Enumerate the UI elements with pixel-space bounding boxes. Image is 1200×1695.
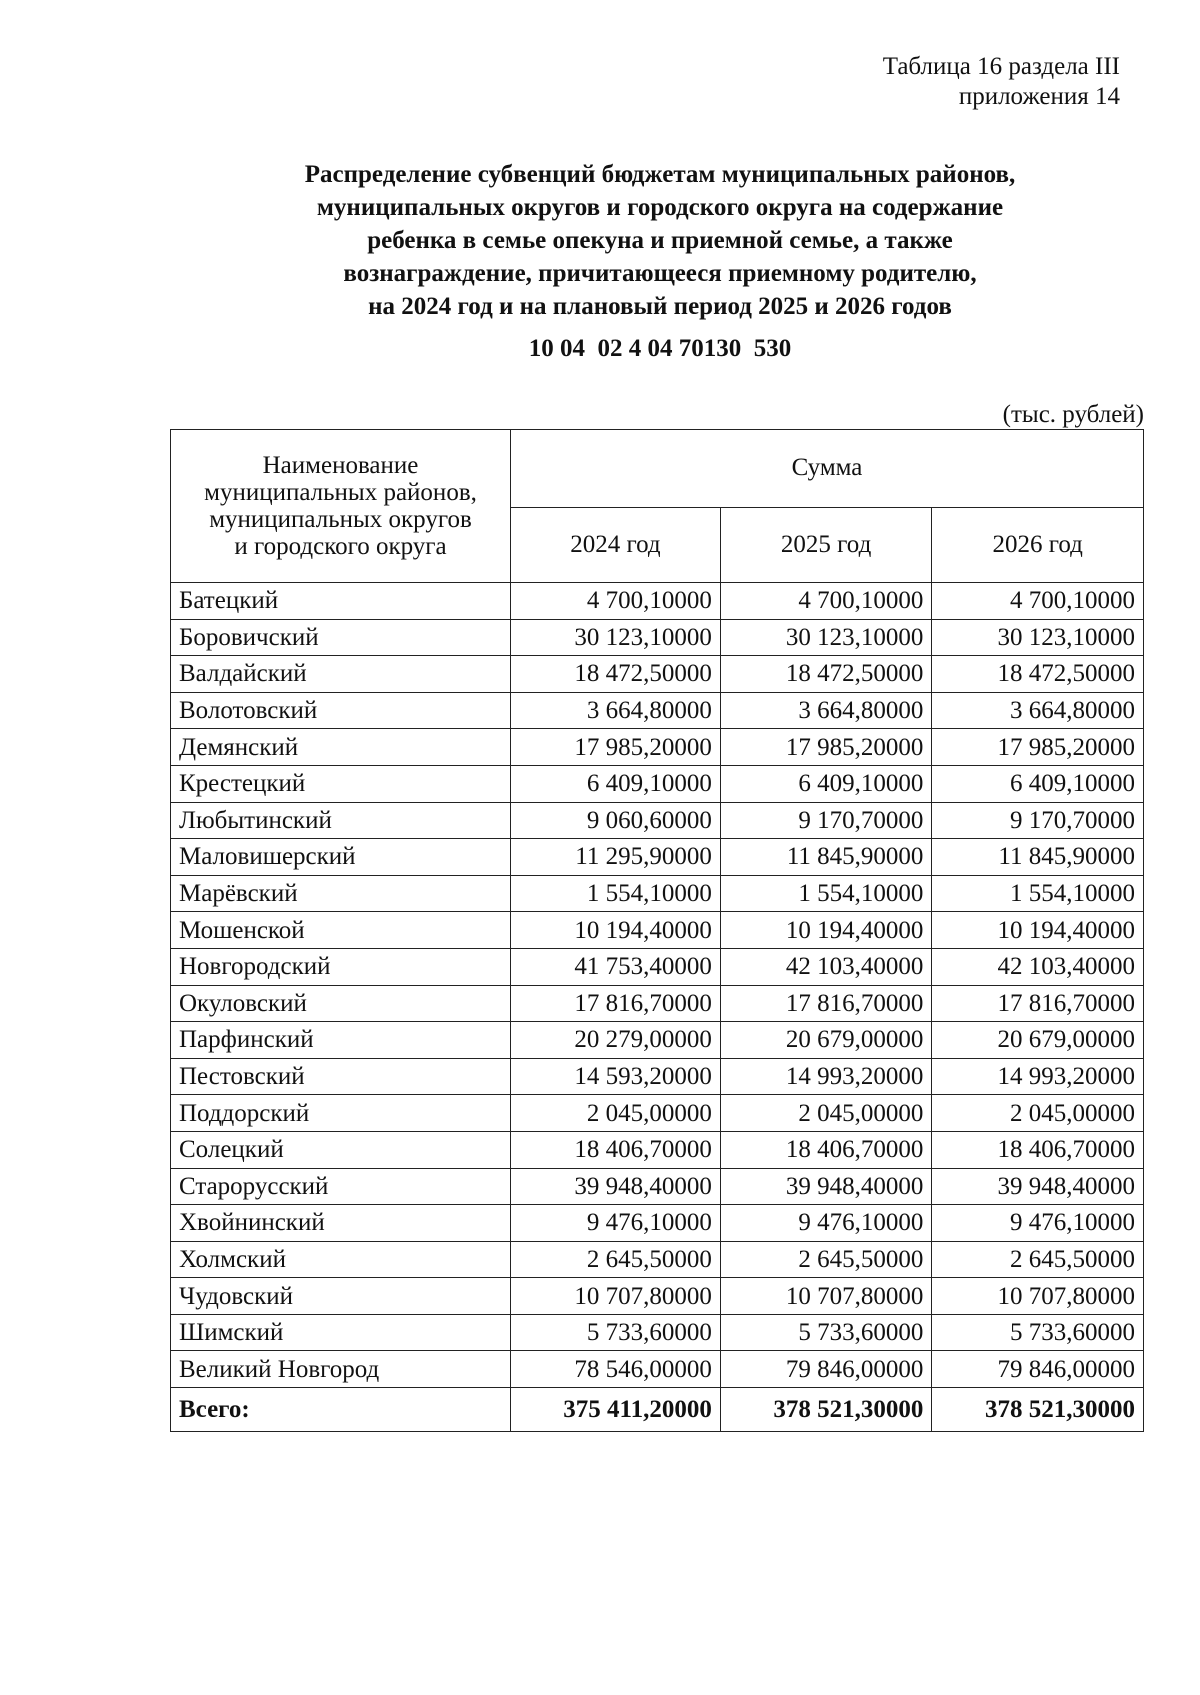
column-header-name — [171, 430, 511, 583]
cell-2024: 39 948,40000 — [511, 1168, 721, 1205]
cell-2026: 10 707,80000 — [932, 1278, 1144, 1315]
cell-2024: 14 593,20000 — [511, 1058, 721, 1095]
cell-2025: 4 700,10000 — [720, 583, 932, 620]
table-row — [171, 948, 1144, 985]
appendix-reference-line: Таблица 16 раздела III — [882, 53, 1120, 80]
cell-district-name: Маловишерский — [171, 839, 511, 876]
title-line: Распределение субвенций бюджетам муниципальных районов, — [304, 161, 1016, 188]
cell-2026: 3 664,80000 — [932, 692, 1144, 729]
cell-2024: 11 295,90000 — [511, 839, 721, 876]
cell-district-name: Шимский — [171, 1314, 511, 1351]
cell-2025: 10 707,80000 — [720, 1278, 932, 1315]
cell-2026: 2 045,00000 — [932, 1095, 1144, 1132]
table-row — [171, 583, 1144, 620]
cell-2025: 20 679,00000 — [720, 1022, 932, 1059]
cell-2025: 42 103,40000 — [720, 948, 932, 985]
cell-2024: 4 700,10000 — [511, 583, 721, 620]
title-line: на 2024 год и на плановый период 2025 и 2026 годов — [368, 293, 952, 320]
cell-2024: 9 060,60000 — [511, 802, 721, 839]
appendix-reference-line: приложения 14 — [958, 83, 1120, 110]
table-body — [171, 583, 1144, 1432]
table-row — [171, 912, 1144, 949]
subsidy-table — [170, 429, 1144, 1432]
column-header-2026: 2026 год — [932, 507, 1144, 583]
table-row — [171, 1351, 1144, 1388]
cell-district-name: Новгородский — [171, 948, 511, 985]
cell-2024: 2 045,00000 — [511, 1095, 721, 1132]
table-row — [171, 985, 1144, 1022]
cell-district-name: Окуловский — [171, 985, 511, 1022]
cell-2025: 17 985,20000 — [720, 729, 932, 766]
cell-2025: 39 948,40000 — [720, 1168, 932, 1205]
cell-2024: 18 472,50000 — [511, 656, 721, 693]
cell-district-name: Поддорский — [171, 1095, 511, 1132]
cell-2025: 18 472,50000 — [720, 656, 932, 693]
cell-2026: 6 409,10000 — [932, 765, 1144, 802]
cell-district-name: Пестовский — [171, 1058, 511, 1095]
cell-2025: 18 406,70000 — [720, 1131, 932, 1168]
table-row — [171, 1022, 1144, 1059]
cell-2026: 42 103,40000 — [932, 948, 1144, 985]
cell-district-name: Чудовский — [171, 1278, 511, 1315]
cell-2026: 9 170,70000 — [932, 802, 1144, 839]
cell-2025: 9 170,70000 — [720, 802, 932, 839]
table-row — [171, 875, 1144, 912]
title-line: ребенка в семье опекуна и приемной семье, а также — [367, 227, 953, 254]
cell-2025: 2 045,00000 — [720, 1095, 932, 1132]
cell-2024: 5 733,60000 — [511, 1314, 721, 1351]
table-row — [171, 1095, 1144, 1132]
cell-district-name: Волотовский — [171, 692, 511, 729]
cell-2024: 17 816,70000 — [511, 985, 721, 1022]
cell-2024: 6 409,10000 — [511, 765, 721, 802]
cell-2024: 18 406,70000 — [511, 1131, 721, 1168]
cell-2025: 2 645,50000 — [720, 1241, 932, 1278]
cell-district-name: Мошенской — [171, 912, 511, 949]
cell-2025: 5 733,60000 — [720, 1314, 932, 1351]
cell-2024: 3 664,80000 — [511, 692, 721, 729]
column-header-2024: 2024 год — [511, 507, 721, 583]
cell-2026: 39 948,40000 — [932, 1168, 1144, 1205]
table-row — [171, 1131, 1144, 1168]
header-name-line: и городского округа — [234, 533, 447, 560]
units-label: (тыс. рублей) — [1002, 401, 1144, 428]
cell-2025: 10 194,40000 — [720, 912, 932, 949]
column-header-sum: Сумма — [511, 430, 1144, 508]
cell-district-name: Валдайский — [171, 656, 511, 693]
cell-2026: 5 733,60000 — [932, 1314, 1144, 1351]
cell-2025: 14 993,20000 — [720, 1058, 932, 1095]
header-row — [171, 430, 1144, 508]
cell-district-name: Крестецкий — [171, 765, 511, 802]
cell-2026: 17 985,20000 — [932, 729, 1144, 766]
cell-2025: 3 664,80000 — [720, 692, 932, 729]
cell-district-name: Хвойнинский — [171, 1205, 511, 1242]
cell-district-name: Великий Новгород — [171, 1351, 511, 1388]
cell-2024: 20 279,00000 — [511, 1022, 721, 1059]
table-row — [171, 1058, 1144, 1095]
cell-district-name: Старорусский — [171, 1168, 511, 1205]
header-name-line: Наименование — [262, 452, 419, 479]
cell-2026: 18 406,70000 — [932, 1131, 1144, 1168]
header-name-line: муниципальных округов — [209, 506, 472, 533]
cell-2024: 17 985,20000 — [511, 729, 721, 766]
cell-district-name: Солецкий — [171, 1131, 511, 1168]
table-row — [171, 656, 1144, 693]
cell-district-name: Батецкий — [171, 583, 511, 620]
cell-2026: 4 700,10000 — [932, 583, 1144, 620]
table-row — [171, 729, 1144, 766]
table-row — [171, 1241, 1144, 1278]
cell-district-name: Любытинский — [171, 802, 511, 839]
cell-2026: 11 845,90000 — [932, 839, 1144, 876]
cell-2024: 1 554,10000 — [511, 875, 721, 912]
cell-2026: 2 645,50000 — [932, 1241, 1144, 1278]
column-header-2025: 2025 год — [720, 507, 932, 583]
table-row — [171, 765, 1144, 802]
cell-2024: 78 546,00000 — [511, 1351, 721, 1388]
table-row — [171, 1168, 1144, 1205]
cell-2026: 14 993,20000 — [932, 1058, 1144, 1095]
table-row — [171, 1278, 1144, 1315]
cell-district-name: Парфинский — [171, 1022, 511, 1059]
cell-district-name: Боровичский — [171, 619, 511, 656]
cell-2024: 9 476,10000 — [511, 1205, 721, 1242]
cell-2024: 41 753,40000 — [511, 948, 721, 985]
title-line: вознаграждение, причитающееся приемному родителю, — [343, 260, 977, 287]
cell-district-name: Марёвский — [171, 875, 511, 912]
cell-2026: 10 194,40000 — [932, 912, 1144, 949]
cell-2025: 79 846,00000 — [720, 1351, 932, 1388]
table-row — [171, 1314, 1144, 1351]
cell-2026: 1 554,10000 — [932, 875, 1144, 912]
cell-2026: 20 679,00000 — [932, 1022, 1144, 1059]
table-row — [171, 692, 1144, 729]
header-name-line: муниципальных районов, — [204, 479, 477, 506]
cell-2026: 30 123,10000 — [932, 619, 1144, 656]
cell-2024: 10 707,80000 — [511, 1278, 721, 1315]
cell-2025: 1 554,10000 — [720, 875, 932, 912]
total-2026: 378 521,30000 — [932, 1388, 1144, 1432]
table-row — [171, 619, 1144, 656]
total-2025: 378 521,30000 — [720, 1388, 932, 1432]
table-row — [171, 802, 1144, 839]
title-line: муниципальных округов и городского округа на содержание — [316, 194, 1004, 221]
total-2024: 375 411,20000 — [511, 1388, 721, 1432]
document-title — [160, 158, 1160, 323]
table-row — [171, 839, 1144, 876]
cell-2026: 17 816,70000 — [932, 985, 1144, 1022]
cell-district-name: Холмский — [171, 1241, 511, 1278]
cell-2025: 17 816,70000 — [720, 985, 932, 1022]
appendix-reference — [883, 52, 1120, 112]
cell-2024: 30 123,10000 — [511, 619, 721, 656]
cell-district-name: Демянский — [171, 729, 511, 766]
cell-2026: 79 846,00000 — [932, 1351, 1144, 1388]
total-label: Всего: — [171, 1388, 511, 1432]
cell-2025: 9 476,10000 — [720, 1205, 932, 1242]
cell-2025: 30 123,10000 — [720, 619, 932, 656]
total-row — [171, 1388, 1144, 1432]
cell-2025: 11 845,90000 — [720, 839, 932, 876]
cell-2024: 2 645,50000 — [511, 1241, 721, 1278]
table-row — [171, 1205, 1144, 1242]
cell-2025: 6 409,10000 — [720, 765, 932, 802]
cell-2024: 10 194,40000 — [511, 912, 721, 949]
cell-2026: 18 472,50000 — [932, 656, 1144, 693]
cell-2026: 9 476,10000 — [932, 1205, 1144, 1242]
budget-classification-code: 10 04 02 4 04 70130 530 — [528, 335, 792, 362]
